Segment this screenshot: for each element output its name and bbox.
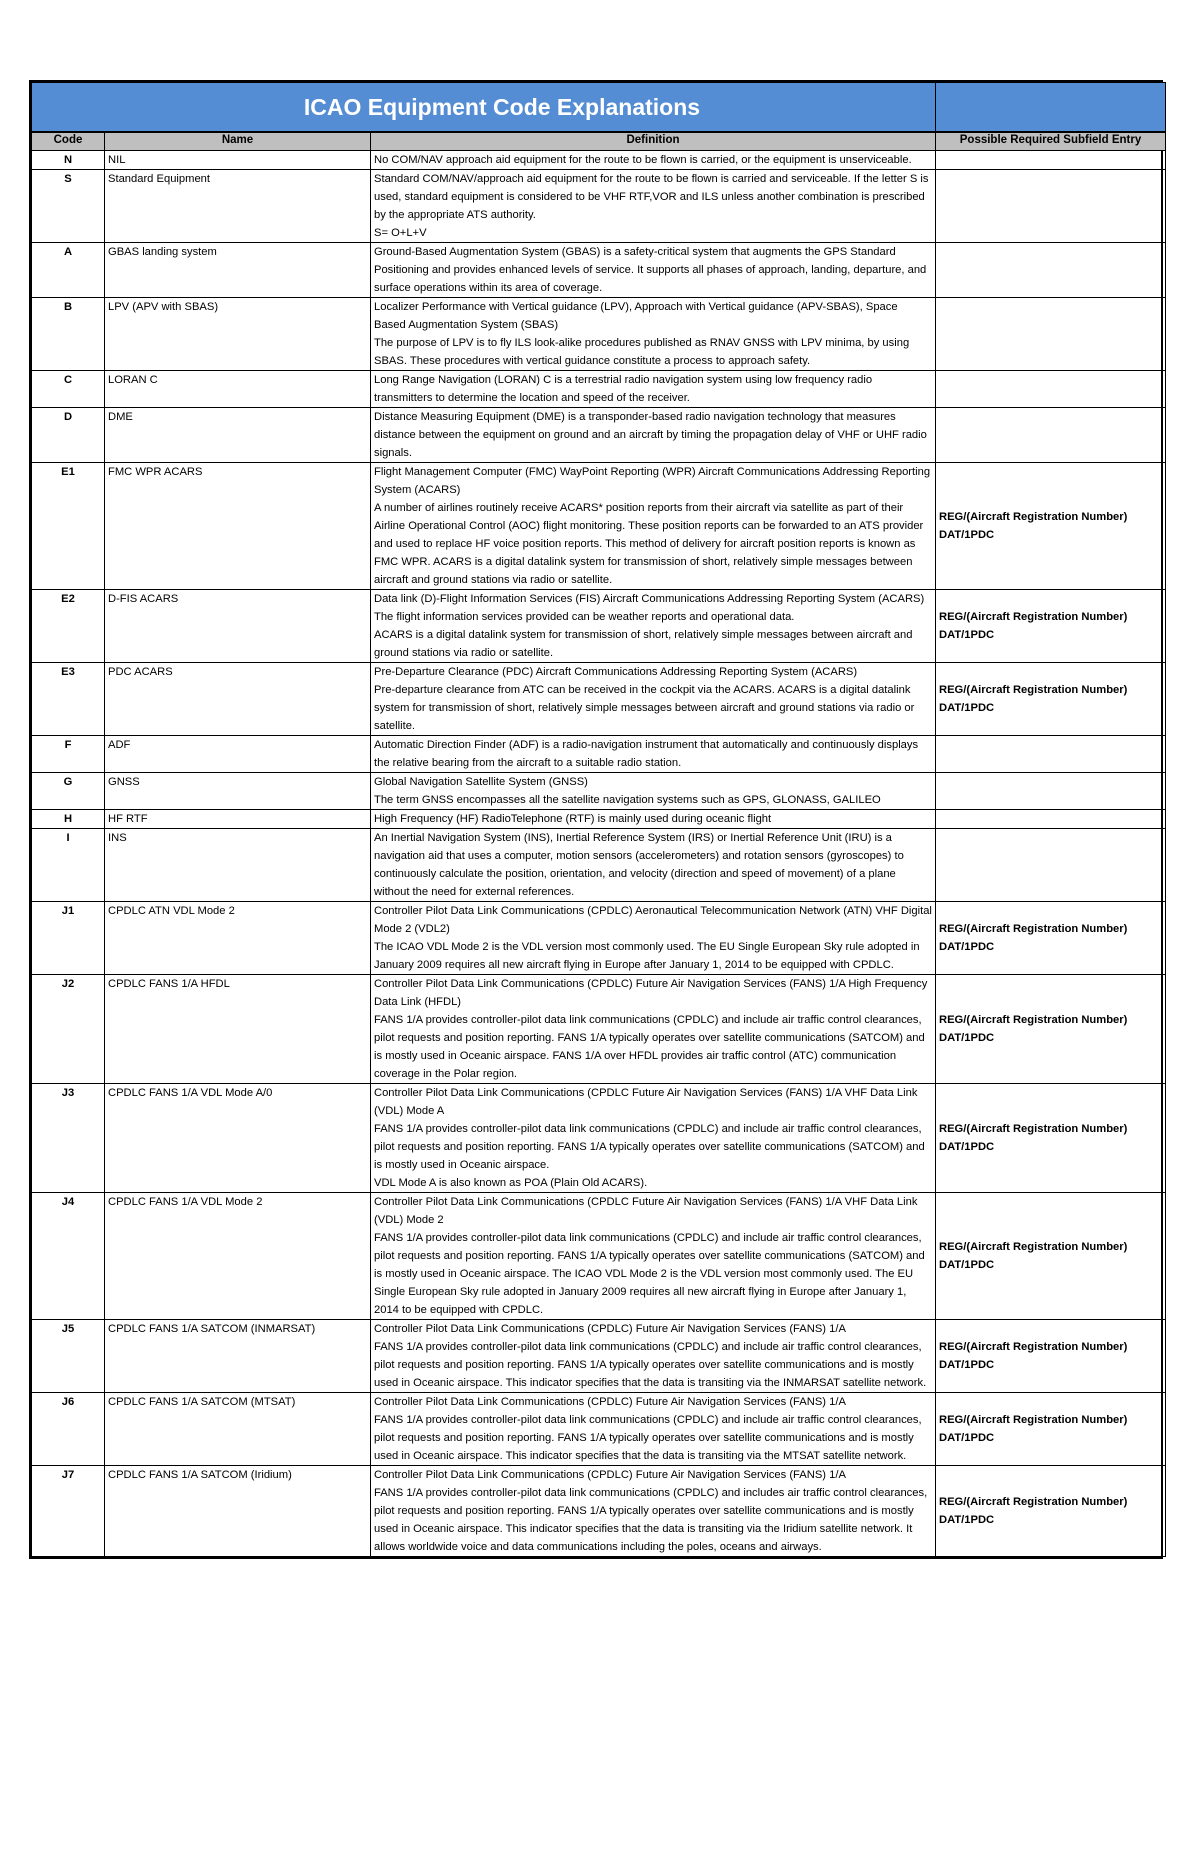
name-cell: INS — [105, 829, 371, 902]
subfield-entry-cell — [936, 408, 1166, 463]
definition-paragraph: Ground-Based Augmentation System (GBAS) is a safety-critical system that augments the GPS Standard Positioning and provides enhanced levels of service. It supports all phases of approach, landing, departure, and surface operations within its area of coverage. — [374, 246, 927, 294]
table-row — [32, 1193, 1166, 1320]
name-cell: NIL — [105, 151, 371, 170]
code-cell: E2 — [32, 590, 105, 663]
table-row — [32, 243, 1166, 298]
subfield-entry-line: DAT/1PDC — [939, 529, 995, 541]
subfield-entry-line: DAT/1PDC — [939, 1032, 995, 1044]
definition-paragraph: Pre-departure clearance from ATC can be received in the cockpit via the ACARS. ACARS is a digital datalink system for transmission of short, relatively simple messages between aircraft and ground stations via radio or satellite. — [374, 684, 915, 732]
definition-cell — [371, 975, 936, 1084]
subfield-entry-line: DAT/1PDC — [939, 1432, 995, 1444]
subfield-entry-line: REG/(Aircraft Registration Number) — [939, 1341, 1128, 1353]
definition-cell — [371, 371, 936, 408]
definition-paragraph: FANS 1/A provides controller-pilot data link communications (CPDLC) and includes air traffic control clearances, pilot requests and position reporting. FANS 1/A typically operates over satellite communications and is mostly used in Oceanic airspace. This indicator specifies that the data is transiting via the Iridium satellite network. It allows worldwide voice and data communications including the poles, oceans and airways. — [374, 1487, 928, 1553]
name-cell: Standard Equipment — [105, 170, 371, 243]
subfield-entry-cell — [936, 170, 1166, 243]
definition-paragraph: Standard COM/NAV/approach aid equipment for the route to be flown is carried and serviceable. If the letter S is used, standard equipment is considered to be VHF RTF,VOR and ILS unless another combination is prescribed by the appropriate ATS authority. — [374, 173, 929, 221]
subfield-entry-cell — [936, 298, 1166, 371]
code-cell: S — [32, 170, 105, 243]
subfield-entry-cell — [936, 1320, 1166, 1393]
definition-cell — [371, 1320, 936, 1393]
code-cell: D — [32, 408, 105, 463]
table-row — [32, 736, 1166, 773]
table-row — [32, 810, 1166, 829]
table-row — [32, 371, 1166, 408]
subfield-entry-cell — [936, 243, 1166, 298]
definition-cell — [371, 151, 936, 170]
subfield-entry-line: REG/(Aircraft Registration Number) — [939, 1123, 1128, 1135]
code-cell: E3 — [32, 663, 105, 736]
table-row — [32, 1393, 1166, 1466]
definition-paragraph: FANS 1/A provides controller-pilot data link communications (CPDLC) and include air traffic control clearances, pilot requests and position reporting. FANS 1/A typically operates over satellite communications and is mostly used in Oceanic airspace. This indicator specifies that the data is transiting via the MTSAT satellite network. — [374, 1414, 922, 1462]
code-cell: H — [32, 810, 105, 829]
name-cell: CPDLC FANS 1/A SATCOM (Iridium) — [105, 1466, 371, 1557]
definition-paragraph: FANS 1/A provides controller-pilot data link communications (CPDLC) and include air traffic control clearances, pilot requests and position reporting. FANS 1/A typically operates over satellite communications and is mostly used in Oceanic airspace. This indicator specifies that the data is transiting via the INMARSAT satellite network. — [374, 1341, 927, 1389]
definition-paragraph: Distance Measuring Equipment (DME) is a transponder-based radio navigation technology that measures distance between the equipment on ground and an aircraft by timing the propagation delay of VHF or UHF radio signals. — [374, 411, 927, 459]
code-cell: E1 — [32, 463, 105, 590]
definition-cell — [371, 243, 936, 298]
name-cell: CPDLC FANS 1/A VDL Mode A/0 — [105, 1084, 371, 1193]
page-title: ICAO Equipment Code Explanations — [32, 83, 936, 133]
title-row — [32, 83, 1166, 133]
column-header-definition: Definition — [371, 132, 936, 151]
name-cell: CPDLC ATN VDL Mode 2 — [105, 902, 371, 975]
subfield-entry-cell — [936, 1084, 1166, 1193]
definition-paragraph: Controller Pilot Data Link Communications (CPDLC Future Air Navigation Services (FANS) 1/A VHF Data Link (VDL) Mode A — [374, 1087, 918, 1117]
table-row — [32, 151, 1166, 170]
subfield-entry-line: REG/(Aircraft Registration Number) — [939, 923, 1128, 935]
equipment-code-table — [31, 82, 1166, 1557]
subfield-entry-cell — [936, 736, 1166, 773]
definition-paragraph: Long Range Navigation (LORAN) C is a terrestrial radio navigation system using low frequency radio transmitters to determine the location and speed of the receiver. — [374, 374, 873, 404]
definition-cell — [371, 736, 936, 773]
code-cell: I — [32, 829, 105, 902]
header-row — [32, 132, 1166, 151]
definition-cell — [371, 408, 936, 463]
subfield-entry-line: DAT/1PDC — [939, 941, 995, 953]
subfield-entry-line: DAT/1PDC — [939, 1141, 995, 1153]
subfield-entry-line: DAT/1PDC — [939, 1259, 995, 1271]
table-row — [32, 773, 1166, 810]
subfield-entry-line: REG/(Aircraft Registration Number) — [939, 611, 1128, 623]
definition-paragraph: Flight Management Computer (FMC) WayPoint Reporting (WPR) Aircraft Communications Addressing Reporting System (ACARS) — [374, 466, 931, 496]
definition-paragraph: S= O+L+V — [374, 227, 427, 239]
subfield-entry-cell — [936, 371, 1166, 408]
definition-cell — [371, 590, 936, 663]
table-row — [32, 1466, 1166, 1557]
code-cell: J3 — [32, 1084, 105, 1193]
definition-paragraph: ACARS is a digital datalink system for transmission of short, relatively simple messages between aircraft and ground stations via radio or satellite. — [374, 629, 913, 659]
code-cell: C — [32, 371, 105, 408]
column-header-code: Code — [32, 132, 105, 151]
definition-paragraph: VDL Mode A is also known as POA (Plain Old ACARS). — [374, 1177, 648, 1189]
subfield-entry-cell — [936, 151, 1166, 170]
definition-cell — [371, 1466, 936, 1557]
code-cell: A — [32, 243, 105, 298]
definition-paragraph: The term GNSS encompasses all the satellite navigation systems such as GPS, GLONASS, GALILEO — [374, 794, 881, 806]
definition-cell — [371, 1084, 936, 1193]
subfield-entry-line: DAT/1PDC — [939, 702, 995, 714]
definition-paragraph: High Frequency (HF) RadioTelephone (RTF) is mainly used during oceanic flight — [374, 813, 772, 825]
code-cell: J7 — [32, 1466, 105, 1557]
column-header-subfield-entry: Possible Required Subfield Entry — [936, 132, 1166, 151]
definition-paragraph: Localizer Performance with Vertical guidance (LPV), Approach with Vertical guidance (APV-SBAS), Space Based Augmentation System (SBAS) — [374, 301, 898, 331]
subfield-entry-cell — [936, 1393, 1166, 1466]
code-cell: J2 — [32, 975, 105, 1084]
table-row — [32, 1320, 1166, 1393]
definition-cell — [371, 298, 936, 371]
table-row — [32, 975, 1166, 1084]
table-row — [32, 902, 1166, 975]
definition-paragraph: An Inertial Navigation System (INS), Inertial Reference System (IRS) or Inertial Reference Unit (IRU) is a navigation aid that uses a computer, motion sensors (accelerometers) and rotation sensors (gyroscopes) to continuously calculate the position, orientation, and velocity (direction and speed of movement) of a plane without the need for external references. — [374, 832, 904, 898]
subfield-entry-line: REG/(Aircraft Registration Number) — [939, 1496, 1128, 1508]
definition-cell — [371, 463, 936, 590]
table-row — [32, 590, 1166, 663]
definition-paragraph: Controller Pilot Data Link Communications (CPDLC) Future Air Navigation Services (FANS) 1/A High Frequency Data Link (HFDL) — [374, 978, 928, 1008]
subfield-entry-cell — [936, 463, 1166, 590]
definition-paragraph: Controller Pilot Data Link Communications (CPDLC Future Air Navigation Services (FANS) 1/A VHF Data Link (VDL) Mode 2 — [374, 1196, 918, 1226]
table-body — [32, 151, 1166, 1557]
name-cell: CPDLC FANS 1/A SATCOM (INMARSAT) — [105, 1320, 371, 1393]
code-cell: J4 — [32, 1193, 105, 1320]
code-cell: J1 — [32, 902, 105, 975]
name-cell: PDC ACARS — [105, 663, 371, 736]
definition-paragraph: FANS 1/A provides controller-pilot data link communications (CPDLC) and include air traffic control clearances, pilot requests and position reporting. FANS 1/A typically operates over satellite communications (SATCOM) and is mostly used in Oceanic airspace. The ICAO VDL Mode 2 is the VDL version most commonly used. The EU Single European Sky rule adopted in January 2009 requires all new aircraft flying in Europe after January 1, 2014 to be equipped with CPDLC. — [374, 1232, 925, 1316]
subfield-entry-cell — [936, 590, 1166, 663]
name-cell: DME — [105, 408, 371, 463]
table-row — [32, 829, 1166, 902]
subfield-entry-cell — [936, 1466, 1166, 1557]
table-row — [32, 463, 1166, 590]
subfield-entry-line: REG/(Aircraft Registration Number) — [939, 1414, 1128, 1426]
definition-paragraph: The ICAO VDL Mode 2 is the VDL version most commonly used. The EU Single European Sky rule adopted in January 2009 requires all new aircraft flying in Europe after January 1, 2014 to be equipped with CPDLC. — [374, 941, 920, 971]
name-cell: LPV (APV with SBAS) — [105, 298, 371, 371]
equipment-code-sheet — [29, 80, 1163, 1559]
code-cell: J6 — [32, 1393, 105, 1466]
subfield-entry-line: REG/(Aircraft Registration Number) — [939, 1014, 1128, 1026]
definition-cell — [371, 170, 936, 243]
definition-cell — [371, 829, 936, 902]
name-cell: GNSS — [105, 773, 371, 810]
subfield-entry-line: DAT/1PDC — [939, 1359, 995, 1371]
column-header-name: Name — [105, 132, 371, 151]
definition-paragraph: Global Navigation Satellite System (GNSS) — [374, 776, 588, 788]
definition-cell — [371, 902, 936, 975]
code-cell: N — [32, 151, 105, 170]
definition-paragraph: FANS 1/A provides controller-pilot data link communications (CPDLC) and include air traffic control clearances, pilot requests and position reporting. FANS 1/A typically operates over satellite communications (SATCOM) and is mostly used in Oceanic airspace. FANS 1/A over HFDL provides air traffic control (ATC) communication coverage in the Polar region. — [374, 1014, 925, 1080]
definition-cell — [371, 1393, 936, 1466]
name-cell: LORAN C — [105, 371, 371, 408]
subfield-entry-line: REG/(Aircraft Registration Number) — [939, 684, 1128, 696]
code-cell: F — [32, 736, 105, 773]
definition-paragraph: Pre-Departure Clearance (PDC) Aircraft Communications Addressing Reporting System (ACARS) — [374, 666, 858, 678]
definition-cell — [371, 773, 936, 810]
name-cell: CPDLC FANS 1/A VDL Mode 2 — [105, 1193, 371, 1320]
subfield-entry-cell — [936, 902, 1166, 975]
code-cell: B — [32, 298, 105, 371]
subfield-entry-line: DAT/1PDC — [939, 629, 995, 641]
definition-cell — [371, 663, 936, 736]
name-cell: FMC WPR ACARS — [105, 463, 371, 590]
name-cell: GBAS landing system — [105, 243, 371, 298]
definition-paragraph: The purpose of LPV is to fly ILS look-alike procedures published as RNAV GNSS with LPV minima, by using SBAS. These procedures with vertical guidance constitute a process to approach safety. — [374, 337, 910, 367]
table-row — [32, 1084, 1166, 1193]
subfield-entry-cell — [936, 829, 1166, 902]
subfield-entry-line: REG/(Aircraft Registration Number) — [939, 511, 1128, 523]
definition-cell — [371, 810, 936, 829]
definition-paragraph: Data link (D)-Flight Information Services (FIS) Aircraft Communications Addressing Reporting System (ACARS) — [374, 593, 925, 605]
definition-paragraph: Automatic Direction Finder (ADF) is a radio-navigation instrument that automatically and continuously displays the relative bearing from the aircraft to a suitable radio station. — [374, 739, 919, 769]
subfield-entry-line: REG/(Aircraft Registration Number) — [939, 1241, 1128, 1253]
code-cell: J5 — [32, 1320, 105, 1393]
definition-paragraph: The flight information services provided can be weather reports and operational data. — [374, 611, 795, 623]
name-cell: HF RTF — [105, 810, 371, 829]
subfield-entry-cell — [936, 663, 1166, 736]
definition-paragraph: Controller Pilot Data Link Communications (CPDLC) Future Air Navigation Services (FANS) 1/A — [374, 1396, 846, 1408]
subfield-entry-cell — [936, 1193, 1166, 1320]
title-blank-cell — [936, 83, 1166, 133]
table-row — [32, 170, 1166, 243]
definition-paragraph: Controller Pilot Data Link Communications (CPDLC) Future Air Navigation Services (FANS) 1/A — [374, 1323, 846, 1335]
name-cell: ADF — [105, 736, 371, 773]
definition-paragraph: No COM/NAV approach aid equipment for the route to be flown is carried, or the equipment is unserviceable. — [374, 154, 912, 166]
subfield-entry-cell — [936, 975, 1166, 1084]
code-cell: G — [32, 773, 105, 810]
table-row — [32, 408, 1166, 463]
subfield-entry-cell — [936, 810, 1166, 829]
name-cell: CPDLC FANS 1/A SATCOM (MTSAT) — [105, 1393, 371, 1466]
name-cell: D-FIS ACARS — [105, 590, 371, 663]
subfield-entry-line: DAT/1PDC — [939, 1514, 995, 1526]
table-row — [32, 298, 1166, 371]
definition-cell — [371, 1193, 936, 1320]
name-cell: CPDLC FANS 1/A HFDL — [105, 975, 371, 1084]
definition-paragraph: Controller Pilot Data Link Communications (CPDLC) Aeronautical Telecommunication Network (ATN) VHF Digital Mode 2 (VDL2) — [374, 905, 932, 935]
definition-paragraph: FANS 1/A provides controller-pilot data link communications (CPDLC) and include air traffic control clearances, pilot requests and position reporting. FANS 1/A typically operates over satellite communications (SATCOM) and is mostly used in Oceanic airspace. — [374, 1123, 925, 1171]
definition-paragraph: Controller Pilot Data Link Communications (CPDLC) Future Air Navigation Services (FANS) 1/A — [374, 1469, 846, 1481]
table-row — [32, 663, 1166, 736]
definition-paragraph: A number of airlines routinely receive ACARS* position reports from their aircraft via satellite as part of their Airline Operational Control (AOC) flight monitoring. These position reports can be forwarded to an ATS provider and used to replace HF voice position reports. This method of delivery for aircraft position reports is known as FMC WPR. ACARS is a digital datalink system for transmission of short, relatively simple messages between aircraft and ground stations via radio or satellite. — [374, 502, 924, 586]
subfield-entry-cell — [936, 773, 1166, 810]
